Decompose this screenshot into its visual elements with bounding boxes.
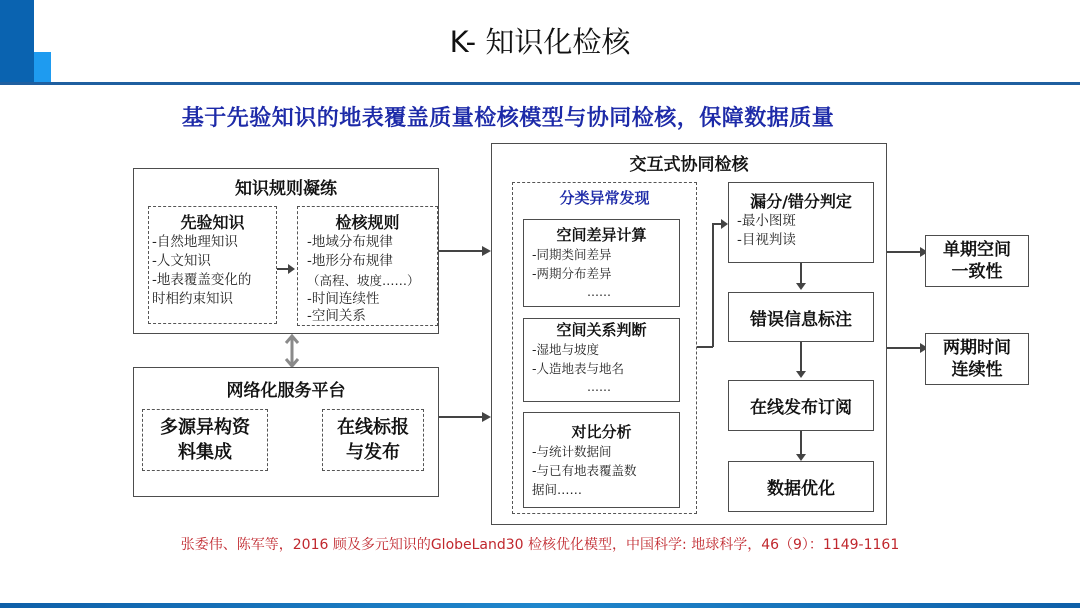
connector-line (712, 223, 714, 347)
omission-item: -目视判读 (737, 232, 796, 248)
prior-item: -自然地理知识 (152, 234, 238, 250)
arrow-right-icon (482, 246, 491, 256)
prior-knowledge-box (148, 206, 277, 324)
spatial-relation-item: …… (587, 380, 611, 394)
rule-item: -空间关系 (307, 308, 366, 324)
service-platform-title: 网络化服务平台 (226, 381, 346, 401)
arrow-right-icon (482, 412, 491, 422)
arrow-down-icon (796, 454, 806, 461)
anomaly-detection-box (512, 182, 697, 514)
spatial-diff-box (523, 219, 680, 307)
arrow-right-icon (721, 219, 728, 229)
bidirectional-arrow-icon (284, 334, 300, 368)
spatial-relation-item: -湿地与坡度 (532, 342, 600, 357)
arrow-right-icon (288, 264, 295, 274)
omission-item: -最小图斑 (737, 213, 796, 229)
connector-line (887, 251, 923, 253)
connector-line (800, 263, 802, 284)
prior-item: -人文知识 (152, 253, 211, 269)
single-period-line: 一致性 (951, 262, 1003, 282)
knowledge-rules-title: 知识规则凝练 (235, 179, 337, 199)
arrow-down-icon (796, 283, 806, 290)
dual-period-line: 两期时间 (943, 338, 1011, 358)
slide-title: K- 知识化检核 (449, 25, 631, 59)
prior-item: -地表覆盖变化的 (152, 272, 252, 288)
spatial-diff-item: …… (587, 285, 611, 299)
multi-source-line: 料集成 (178, 442, 232, 463)
connector-line (800, 342, 802, 372)
error-annotation-box (728, 292, 874, 342)
spatial-relation-item: -人造地表与地名 (532, 361, 625, 376)
spatial-diff-item: -同期类间差异 (532, 247, 612, 262)
footer-bar (0, 603, 1080, 608)
data-optimization-title: 数据优化 (767, 479, 835, 499)
check-rules-box (297, 206, 438, 326)
check-rules-title: 检核规则 (335, 213, 400, 232)
spatial-diff-item: -两期分布差异 (532, 266, 612, 281)
rule-item: （高程、坡度……） (307, 273, 420, 288)
prior-knowledge-title: 先验知识 (180, 213, 245, 232)
header-divider (0, 82, 1080, 85)
connector-line (439, 250, 483, 252)
dual-period-continuity-box (925, 333, 1029, 385)
citation: 张委伟、陈军等，2016 顾及多元知识的GlobeLand30 检核优化模型，中国科学: 地球科学，46（9）：1149-1161 (180, 537, 900, 553)
spatial-diff-title: 空间差异计算 (556, 226, 647, 244)
prior-item: 时相约束知识 (152, 291, 233, 307)
data-optimization-box (728, 461, 874, 512)
online-publish-title: 在线发布订阅 (750, 398, 852, 418)
error-annotation-title: 错误信息标注 (750, 309, 852, 330)
connector-line (697, 346, 713, 348)
online-publish-box (728, 380, 874, 431)
service-platform-box (133, 367, 439, 497)
multi-source-line: 多源异构资 (160, 417, 250, 438)
online-report-line: 与发布 (346, 442, 400, 463)
spatial-relation-box (523, 318, 680, 402)
anomaly-detection-title: 分类异常发现 (559, 189, 650, 207)
comparison-analysis-box (523, 412, 680, 508)
interactive-check-box (491, 143, 887, 525)
omission-judgment-title: 漏分/错分判定 (750, 192, 852, 211)
knowledge-rules-box (133, 168, 439, 334)
dual-period-line: 连续性 (951, 360, 1003, 380)
connector-line (439, 416, 483, 418)
multi-source-integration-box (142, 409, 268, 471)
interactive-check-title: 交互式协同检核 (629, 155, 749, 175)
comparison-item: -与统计数据间 (532, 444, 612, 459)
comparison-item: 据间…… (532, 482, 583, 497)
arrow-down-icon (796, 371, 806, 378)
connector-line (887, 347, 923, 349)
spatial-relation-title: 空间关系判断 (556, 321, 647, 339)
online-report-box (322, 409, 424, 471)
connector-line (800, 431, 802, 455)
comparison-analysis-title: 对比分析 (571, 423, 632, 441)
online-report-line: 在线标报 (337, 417, 409, 438)
rule-item: -地形分布规律 (307, 253, 393, 269)
rule-item: -地域分布规律 (307, 234, 393, 250)
rule-item: -时间连续性 (307, 291, 380, 307)
comparison-item: -与已有地表覆盖数 (532, 463, 637, 478)
omission-judgment-box (728, 182, 874, 263)
single-period-line: 单期空间 (943, 240, 1011, 260)
slide-subtitle: 基于先验知识的地表覆盖质量检核模型与协同检核，保障数据质量 (181, 106, 835, 131)
single-period-consistency-box (925, 235, 1029, 287)
